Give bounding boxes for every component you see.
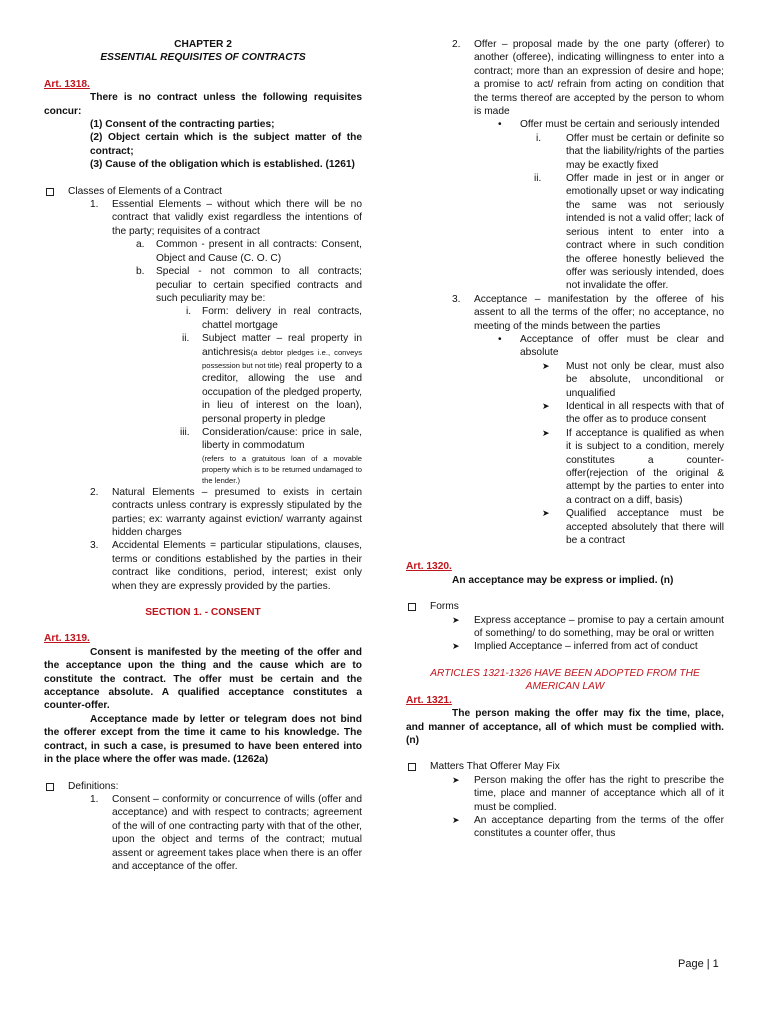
essential-elements-item: 1. Essential Elements – without which there will be no contract that validly exist regardless the intentions of the party; requisites of a contract (90, 199, 362, 237)
subject-matter-item: ii. Subject matter – real property in antichresis(a debtor pledges i.e., conveys possession but not title) real property to a creditor, allowing the use and occupation of the pledged property, in lieu of interest on the loan), personal property in pledge (182, 333, 363, 425)
arrow-bullet-icon: ➤ (452, 814, 460, 825)
checkbox-bullet-icon (46, 188, 54, 196)
american-law-note: ARTICLES 1321-1326 HAVE BEEN ADOPTED FROM THE AMERICAN LAW (430, 667, 700, 693)
accidental-elements-item: 3. Accidental Elements = particular stipulations, clauses, terms or conditions established by the parties in their contract like conditions, period, interest; exist only when they are expressly provided by the parties. (90, 540, 362, 592)
classes-heading: Classes of Elements of a Contract (44, 185, 362, 198)
article-1319-paragraph-2: Acceptance made by letter or telegram does not bind the offerer except from the time it came to his knowledge. The contract, in such a case, is presumed to have been entered into in the place where the offer was made. (1262a) (44, 713, 362, 766)
implied-acceptance-item: ➤ Implied Acceptance – inferred from act of conduct (452, 641, 698, 653)
natural-elements-item: 2. Natural Elements – presumed to exists in certain contracts unless contrary is expressly stipulated by the parties; ex: warranty against eviction/ warranty against hidden charges (90, 486, 362, 538)
acceptance-identical-item: ➤ Identical in all respects with that of the offer as to produce consent (542, 400, 724, 426)
consideration-item: iii. Consideration/cause: price in sale, liberty in commodatum (refers to a gratuitous loan of a movable property which is to be returned undamaged to the lender.) (180, 426, 362, 485)
qualified-acceptance-item: ➤ Qualified acceptance must be accepted absolutely that there will be a contract (542, 508, 724, 547)
requisite-1: (1) Consent of the contracting parties; (90, 119, 275, 131)
article-1319-paragraph-1: Consent is manifested by the meeting of the offer and the acceptance upon the thing and the cause which are to constitute the contract. The offer must be certain and the acceptance absolute. A qualified acceptance constitutes a counter-offer. (44, 646, 362, 712)
counter-offer-item: ➤ An acceptance departing from the terms of the offer constitutes a counter offer, thus (452, 814, 724, 840)
special-elements-item: b. Special - not common to all contracts; peculiar to certain specified contracts and such peculiarity may be: (136, 266, 362, 304)
arrow-bullet-icon: ➤ (452, 614, 460, 625)
checkbox-bullet-icon (46, 783, 54, 791)
right-column (406, 38, 724, 841)
offer-jest-item: ii. Offer made in jest or in anger or emotionally upset or way indicating the same was not seriously intended is not a valid offer; lack of serious intent to enter into a contract where in such condition the offeree honestly believed the offer was seriously intended, does not invalidate the offer. (534, 173, 724, 292)
article-1321-label: Art. 1321. (406, 694, 452, 706)
bullet-icon: • (498, 333, 502, 345)
checkbox-bullet-icon (408, 763, 416, 771)
article-1318-label: Art. 1318. (44, 78, 90, 90)
section-1-heading: SECTION 1. - CONSENT (145, 607, 261, 619)
acceptance-absolute-item: ➤ Must not only be clear, must also be absolute, unconditional or unqualified (542, 360, 724, 399)
article-1320-text: An acceptance may be express or implied. (n) (452, 574, 674, 586)
chapter-number: CHAPTER 2 (174, 39, 232, 50)
acceptance-qualified-item: ➤ If acceptance is qualified as when it is subject to a condition, merely constitutes a counter-offer(rejection of the original & attempt by the parties to enter into a contract on a diff, basis) (542, 427, 724, 506)
arrow-bullet-icon: ➤ (452, 641, 460, 652)
arrow-bullet-icon: ➤ (542, 508, 550, 519)
arrow-bullet-icon: ➤ (542, 400, 550, 411)
definitions-heading: Definitions: (44, 780, 362, 793)
article-1319-label: Art. 1319. (44, 633, 90, 645)
article-1318-intro: There is no contract unless the following requisites concur: (44, 92, 362, 117)
bullet-icon: • (498, 119, 502, 131)
article-1320-label: Art. 1320. (406, 561, 452, 573)
acceptance-definition: 3. Acceptance – manifestation by the offeree of his assent to all the terms of the offer; no acceptance, no meeting of the minds between the parties (452, 293, 724, 332)
arrow-bullet-icon: ➤ (452, 774, 460, 785)
commodatum-note: (refers to a gratuitous loan of a movable property which is to be returned undamaged to the lender.) (202, 453, 362, 485)
matters-heading: Matters That Offerer May Fix (406, 760, 724, 773)
arrow-bullet-icon: ➤ (542, 427, 550, 438)
article-1321-text: The person making the offer may fix the time, place, and manner of acceptance, all of which must be complied with. (n) (406, 708, 724, 746)
common-elements-item: a. Common - present in all contracts: Consent, Object and Cause (C. O. C) (136, 239, 362, 264)
arrow-bullet-icon: ➤ (542, 360, 550, 371)
requisite-2: (2) Object certain which is the subject matter of the contract; (90, 132, 362, 157)
forms-heading: Forms (406, 600, 724, 613)
requisite-3: (3) Cause of the obligation which is established. (1261) (90, 159, 355, 171)
offer-certain-bullet: • Offer must be certain and seriously intended (498, 119, 720, 131)
checkbox-bullet-icon (408, 603, 416, 611)
left-column (44, 38, 362, 873)
express-acceptance-item: ➤ Express acceptance – promise to pay a certain amount of something/ to do something, may be oral or written (452, 614, 724, 640)
form-item: i. Form: delivery in real contracts, chattel mortgage (186, 306, 362, 331)
offer-definition: 2. Offer – proposal made by the one party (offerer) to another (offeree), indicating willingness to enter into a contract; more than an expression of desire and hope; a promise to act/ refrain from acting on condition that the terms thereof are accepted by the person to whom is made (452, 39, 724, 118)
page-number: Page | 1 (678, 958, 719, 970)
offer-definite-item: i. Offer must be certain or definite so that the liability/rights of the parties may be exactly fixed (536, 132, 724, 171)
prescribe-terms-item: ➤ Person making the offer has the right to prescribe the time, place and manner of acceptance which all of it must be complied. (452, 774, 724, 813)
chapter-title: ESSENTIAL REQUISITES OF CONTRACTS (100, 52, 306, 64)
acceptance-clear-bullet: • Acceptance of offer must be clear and absolute (498, 333, 724, 359)
consent-definition: 1. Consent – conformity or concurrence of wills (offer and acceptance) and with respect to contracts; agreement of the will of one contracting party with that of the other, upon the object and terms of the contract; mutual assent or agreement takes place when there is an offer and acceptance of the offer. (90, 793, 362, 872)
